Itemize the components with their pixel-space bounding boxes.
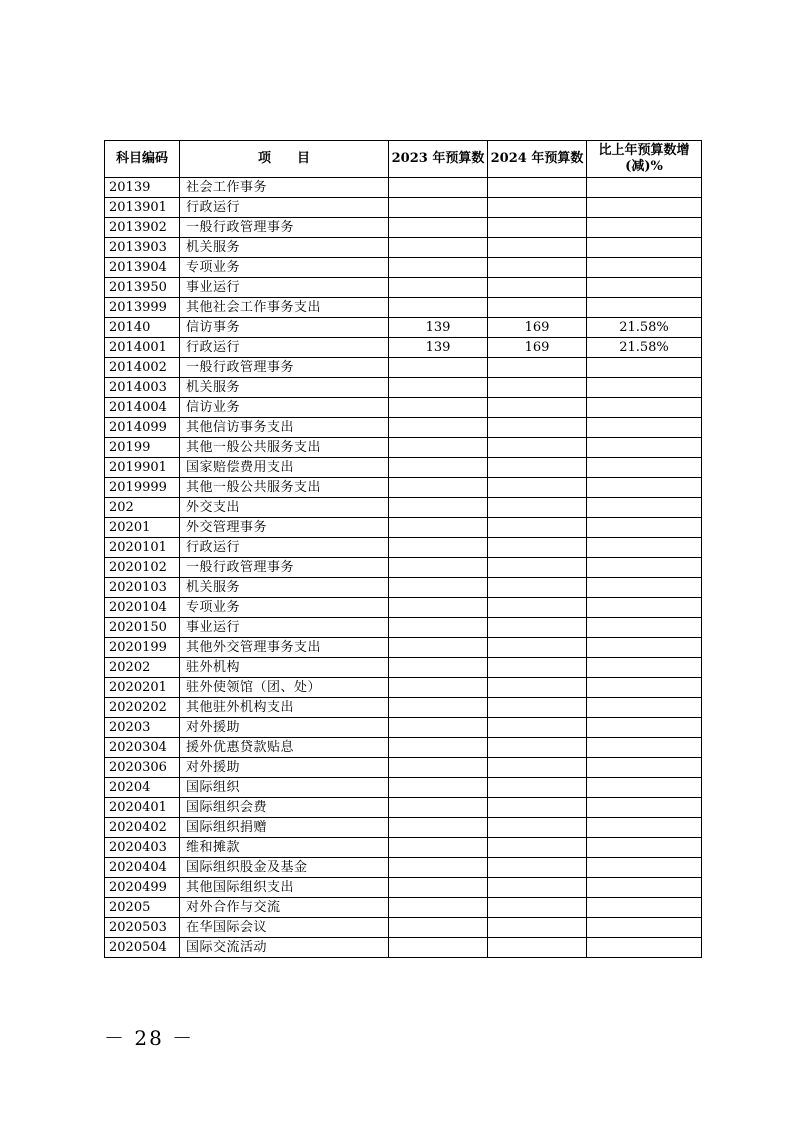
header-code: 科目编码 xyxy=(105,141,180,178)
budget-2024-cell xyxy=(488,658,587,678)
budget-2023-cell xyxy=(389,638,488,658)
table-row xyxy=(105,898,702,918)
table-row xyxy=(105,378,702,398)
table-row xyxy=(105,698,702,718)
code-cell: 2014001 xyxy=(105,338,180,358)
code-cell: 2020104 xyxy=(105,598,180,618)
budget-table xyxy=(104,140,702,958)
code-cell: 20201 xyxy=(105,518,180,538)
table-header xyxy=(105,141,702,178)
code-cell: 2014004 xyxy=(105,398,180,418)
budget-2024-cell xyxy=(488,558,587,578)
budget-2023-cell xyxy=(389,678,488,698)
budget-2023-cell xyxy=(389,758,488,778)
code-cell: 2020103 xyxy=(105,578,180,598)
code-cell: 20202 xyxy=(105,658,180,678)
budget-2024-cell xyxy=(488,358,587,378)
budget-2024-cell xyxy=(488,458,587,478)
table-row xyxy=(105,318,702,338)
budget-2024-cell xyxy=(488,778,587,798)
code-cell: 2020504 xyxy=(105,938,180,958)
name-cell: 机关服务 xyxy=(180,378,389,398)
code-cell: 2013902 xyxy=(105,218,180,238)
budget-2023-cell xyxy=(389,538,488,558)
code-cell: 2020102 xyxy=(105,558,180,578)
name-cell: 其他国际组织支出 xyxy=(180,878,389,898)
code-cell: 2020150 xyxy=(105,618,180,638)
budget-2024-cell xyxy=(488,638,587,658)
change-cell xyxy=(587,878,702,898)
table-row xyxy=(105,298,702,318)
name-cell: 驻外使领馆（团、处） xyxy=(180,678,389,698)
budget-2024-cell xyxy=(488,758,587,778)
table-row xyxy=(105,458,702,478)
name-cell: 信访业务 xyxy=(180,398,389,418)
budget-2024-cell xyxy=(488,478,587,498)
budget-2024-cell: 169 xyxy=(488,338,587,358)
change-cell xyxy=(587,298,702,318)
table-row xyxy=(105,578,702,598)
name-cell: 事业运行 xyxy=(180,278,389,298)
budget-2023-cell xyxy=(389,798,488,818)
budget-2023-cell xyxy=(389,898,488,918)
budget-2023-cell xyxy=(389,778,488,798)
budget-2024-cell xyxy=(488,238,587,258)
header-row xyxy=(105,141,702,178)
table-row xyxy=(105,558,702,578)
change-cell xyxy=(587,898,702,918)
table-row xyxy=(105,238,702,258)
name-cell: 其他外交管理事务支出 xyxy=(180,638,389,658)
budget-2024-cell xyxy=(488,858,587,878)
name-cell: 其他驻外机构支出 xyxy=(180,698,389,718)
budget-2023-cell xyxy=(389,598,488,618)
name-cell: 对外合作与交流 xyxy=(180,898,389,918)
table-row xyxy=(105,918,702,938)
table-row xyxy=(105,358,702,378)
change-cell xyxy=(587,178,702,198)
code-cell: 2020402 xyxy=(105,818,180,838)
change-cell xyxy=(587,218,702,238)
code-cell: 2014003 xyxy=(105,378,180,398)
name-cell: 事业运行 xyxy=(180,618,389,638)
change-cell: 21.58% xyxy=(587,338,702,358)
change-cell xyxy=(587,778,702,798)
budget-2023-cell xyxy=(389,238,488,258)
budget-2024-cell xyxy=(488,538,587,558)
name-cell: 国际组织 xyxy=(180,778,389,798)
code-cell: 2020503 xyxy=(105,918,180,938)
code-cell: 20199 xyxy=(105,438,180,458)
table-row xyxy=(105,518,702,538)
code-cell: 20205 xyxy=(105,898,180,918)
budget-2024-cell xyxy=(488,678,587,698)
change-cell xyxy=(587,938,702,958)
budget-2024-cell xyxy=(488,698,587,718)
table-row xyxy=(105,878,702,898)
name-cell: 维和摊款 xyxy=(180,838,389,858)
budget-2024-cell xyxy=(488,398,587,418)
change-cell xyxy=(587,518,702,538)
header-name: 项 目 xyxy=(180,141,389,178)
name-cell: 一般行政管理事务 xyxy=(180,558,389,578)
table-row xyxy=(105,338,702,358)
code-cell: 2020404 xyxy=(105,858,180,878)
change-cell xyxy=(587,738,702,758)
budget-2024-cell xyxy=(488,818,587,838)
code-cell: 2020304 xyxy=(105,738,180,758)
budget-2023-cell xyxy=(389,658,488,678)
code-cell: 2013950 xyxy=(105,278,180,298)
budget-2024-cell xyxy=(488,218,587,238)
budget-2024-cell xyxy=(488,598,587,618)
code-cell: 2020199 xyxy=(105,638,180,658)
name-cell: 专项业务 xyxy=(180,598,389,618)
budget-2024-cell xyxy=(488,898,587,918)
name-cell: 其他社会工作事务支出 xyxy=(180,298,389,318)
change-cell xyxy=(587,198,702,218)
header-budget-2024: 2024 年预算数 xyxy=(488,141,587,178)
change-cell xyxy=(587,438,702,458)
budget-2024-cell xyxy=(488,438,587,458)
budget-2024-cell xyxy=(488,378,587,398)
change-cell xyxy=(587,538,702,558)
table-row xyxy=(105,818,702,838)
table-row xyxy=(105,738,702,758)
table-row xyxy=(105,598,702,618)
code-cell: 20139 xyxy=(105,178,180,198)
budget-2024-cell xyxy=(488,878,587,898)
name-cell: 其他一般公共服务支出 xyxy=(180,478,389,498)
budget-2024-cell xyxy=(488,278,587,298)
change-cell xyxy=(587,278,702,298)
budget-2023-cell xyxy=(389,558,488,578)
table-row xyxy=(105,538,702,558)
code-cell: 2013904 xyxy=(105,258,180,278)
budget-2024-cell xyxy=(488,418,587,438)
name-cell: 在华国际会议 xyxy=(180,918,389,938)
change-cell xyxy=(587,698,702,718)
code-cell: 20204 xyxy=(105,778,180,798)
header-change: 比上年预算数增(减)% xyxy=(587,141,702,178)
name-cell: 行政运行 xyxy=(180,338,389,358)
table-row xyxy=(105,778,702,798)
table-row xyxy=(105,638,702,658)
page-number: － 28 － xyxy=(104,1026,195,1050)
budget-2023-cell xyxy=(389,578,488,598)
table-row xyxy=(105,838,702,858)
budget-2024-cell xyxy=(488,198,587,218)
budget-2023-cell xyxy=(389,438,488,458)
change-cell xyxy=(587,658,702,678)
change-cell xyxy=(587,678,702,698)
table-row xyxy=(105,178,702,198)
name-cell: 国家赔偿费用支出 xyxy=(180,458,389,478)
change-cell xyxy=(587,798,702,818)
budget-2023-cell xyxy=(389,298,488,318)
budget-2024-cell xyxy=(488,498,587,518)
budget-2024-cell xyxy=(488,938,587,958)
change-cell xyxy=(587,578,702,598)
code-cell: 2020403 xyxy=(105,838,180,858)
code-cell: 2013999 xyxy=(105,298,180,318)
name-cell: 国际组织会费 xyxy=(180,798,389,818)
code-cell: 2014002 xyxy=(105,358,180,378)
change-cell xyxy=(587,718,702,738)
change-cell xyxy=(587,418,702,438)
budget-2023-cell xyxy=(389,698,488,718)
name-cell: 一般行政管理事务 xyxy=(180,358,389,378)
change-cell: 21.58% xyxy=(587,318,702,338)
budget-2023-cell: 139 xyxy=(389,318,488,338)
table-row xyxy=(105,798,702,818)
budget-2023-cell: 139 xyxy=(389,338,488,358)
table-row xyxy=(105,758,702,778)
name-cell: 驻外机构 xyxy=(180,658,389,678)
table-row xyxy=(105,218,702,238)
code-cell: 2020306 xyxy=(105,758,180,778)
budget-2024-cell xyxy=(488,738,587,758)
budget-2024-cell xyxy=(488,718,587,738)
budget-2024-cell xyxy=(488,258,587,278)
budget-2023-cell xyxy=(389,478,488,498)
budget-2023-cell xyxy=(389,938,488,958)
name-cell: 行政运行 xyxy=(180,198,389,218)
code-cell: 2020499 xyxy=(105,878,180,898)
budget-2023-cell xyxy=(389,198,488,218)
table-row xyxy=(105,858,702,878)
budget-2023-cell xyxy=(389,498,488,518)
budget-2023-cell xyxy=(389,398,488,418)
name-cell: 国际交流活动 xyxy=(180,938,389,958)
table-row xyxy=(105,618,702,638)
code-cell: 202 xyxy=(105,498,180,518)
table-row xyxy=(105,398,702,418)
table-row xyxy=(105,258,702,278)
budget-2023-cell xyxy=(389,358,488,378)
name-cell: 对外援助 xyxy=(180,758,389,778)
budget-2024-cell xyxy=(488,298,587,318)
change-cell xyxy=(587,858,702,878)
code-cell: 2020202 xyxy=(105,698,180,718)
code-cell: 20203 xyxy=(105,718,180,738)
budget-2023-cell xyxy=(389,418,488,438)
header-budget-2023: 2023 年预算数 xyxy=(389,141,488,178)
code-cell: 2019901 xyxy=(105,458,180,478)
change-cell xyxy=(587,618,702,638)
budget-2024-cell xyxy=(488,838,587,858)
code-cell: 2019999 xyxy=(105,478,180,498)
budget-2023-cell xyxy=(389,218,488,238)
name-cell: 国际组织股金及基金 xyxy=(180,858,389,878)
code-cell: 2020201 xyxy=(105,678,180,698)
name-cell: 外交支出 xyxy=(180,498,389,518)
code-cell: 20140 xyxy=(105,318,180,338)
name-cell: 行政运行 xyxy=(180,538,389,558)
budget-2023-cell xyxy=(389,838,488,858)
name-cell: 其他一般公共服务支出 xyxy=(180,438,389,458)
table-row xyxy=(105,198,702,218)
change-cell xyxy=(587,838,702,858)
change-cell xyxy=(587,758,702,778)
table-row xyxy=(105,678,702,698)
code-cell: 2014099 xyxy=(105,418,180,438)
code-cell: 2020401 xyxy=(105,798,180,818)
change-cell xyxy=(587,358,702,378)
table-row xyxy=(105,478,702,498)
budget-2023-cell xyxy=(389,918,488,938)
table-body xyxy=(105,178,702,958)
name-cell: 一般行政管理事务 xyxy=(180,218,389,238)
budget-2023-cell xyxy=(389,618,488,638)
code-cell: 2020101 xyxy=(105,538,180,558)
change-cell xyxy=(587,818,702,838)
name-cell: 对外援助 xyxy=(180,718,389,738)
budget-2024-cell xyxy=(488,518,587,538)
change-cell xyxy=(587,918,702,938)
budget-2023-cell xyxy=(389,278,488,298)
change-cell xyxy=(587,238,702,258)
change-cell xyxy=(587,258,702,278)
budget-2024-cell xyxy=(488,578,587,598)
change-cell xyxy=(587,498,702,518)
budget-2023-cell xyxy=(389,458,488,478)
table-row xyxy=(105,418,702,438)
budget-2023-cell xyxy=(389,518,488,538)
table-row xyxy=(105,438,702,458)
budget-2023-cell xyxy=(389,858,488,878)
budget-2023-cell xyxy=(389,178,488,198)
budget-2023-cell xyxy=(389,878,488,898)
budget-2024-cell: 169 xyxy=(488,318,587,338)
code-cell: 2013903 xyxy=(105,238,180,258)
change-cell xyxy=(587,378,702,398)
name-cell: 机关服务 xyxy=(180,238,389,258)
budget-2024-cell xyxy=(488,618,587,638)
change-cell xyxy=(587,478,702,498)
budget-2024-cell xyxy=(488,918,587,938)
budget-2024-cell xyxy=(488,798,587,818)
name-cell: 机关服务 xyxy=(180,578,389,598)
budget-2023-cell xyxy=(389,378,488,398)
change-cell xyxy=(587,598,702,618)
name-cell: 专项业务 xyxy=(180,258,389,278)
table-row xyxy=(105,498,702,518)
code-cell: 2013901 xyxy=(105,198,180,218)
table-row xyxy=(105,658,702,678)
change-cell xyxy=(587,638,702,658)
name-cell: 外交管理事务 xyxy=(180,518,389,538)
table-row xyxy=(105,278,702,298)
name-cell: 其他信访事务支出 xyxy=(180,418,389,438)
budget-2023-cell xyxy=(389,258,488,278)
change-cell xyxy=(587,558,702,578)
name-cell: 信访事务 xyxy=(180,318,389,338)
budget-2023-cell xyxy=(389,718,488,738)
budget-2024-cell xyxy=(488,178,587,198)
budget-2023-cell xyxy=(389,738,488,758)
table-row xyxy=(105,718,702,738)
budget-2023-cell xyxy=(389,818,488,838)
change-cell xyxy=(587,458,702,478)
change-cell xyxy=(587,398,702,418)
name-cell: 援外优惠贷款贴息 xyxy=(180,738,389,758)
name-cell: 社会工作事务 xyxy=(180,178,389,198)
table-row xyxy=(105,938,702,958)
name-cell: 国际组织捐赠 xyxy=(180,818,389,838)
